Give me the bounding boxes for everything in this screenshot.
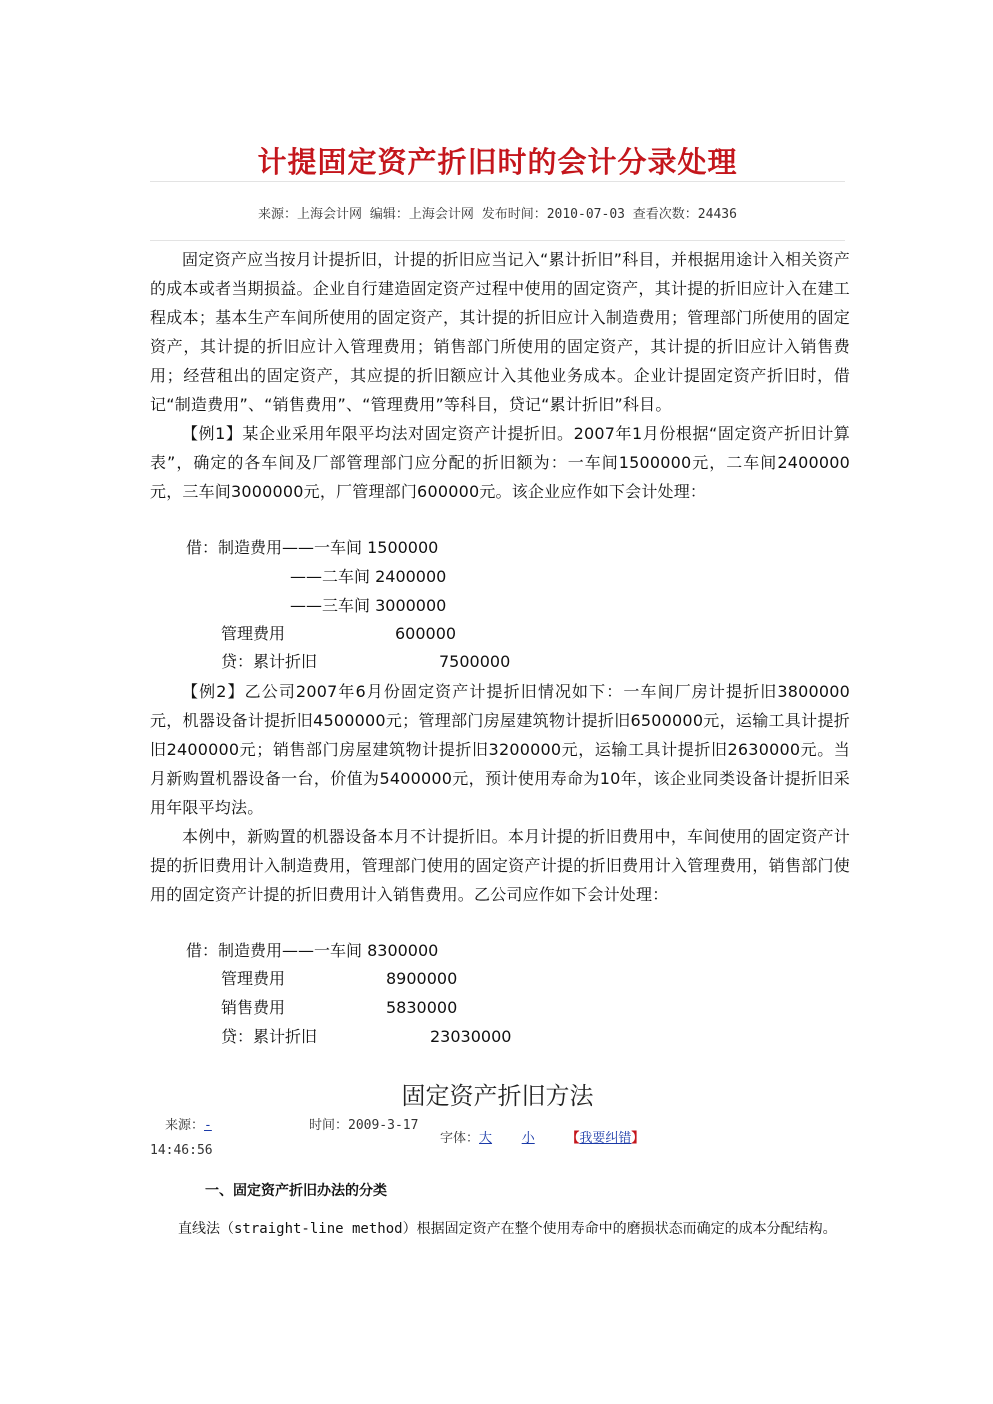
entry2-line4-account: 贷：累计折旧 bbox=[221, 1027, 318, 1046]
article2-title: 固定资产折旧方法 bbox=[401, 1082, 594, 1110]
entry1-line2: ——二车间 2400000 bbox=[290, 567, 447, 586]
entry1-line1: 借：制造费用——一车间 1500000 bbox=[186, 538, 439, 557]
entry1-line4-account: 管理费用 bbox=[221, 624, 286, 643]
meta-divider bbox=[150, 240, 845, 241]
section-text-end: ）根据固定资产在整个使用寿命中的磨损状态而确定的成本分配结构。 bbox=[402, 1221, 837, 1237]
entry1-line4-amount: 600000 bbox=[395, 624, 457, 643]
section-heading: 一、固定资产折旧办法的分类 bbox=[205, 1183, 387, 1199]
paragraph-example1: 【例1】某企业采用年限平均法对固定资产计提折旧。2007年1月份根据“固定资产折旧计算表”，确定的各车间及厂部管理部门应分配的折旧额为：一车间1500000元，二车间2400000元，三车间3000000元，厂管理部门600000元。该企业应作如下会计处理： bbox=[150, 424, 850, 501]
entry2-line3-account: 销售费用 bbox=[221, 998, 286, 1017]
article-meta: 来源：上海会计网 编辑：上海会计网 发布时间：2010-07-03 查看次数：24436 bbox=[258, 207, 737, 222]
font-label: 字体： bbox=[440, 1131, 480, 1146]
section-text-english: straight-line method bbox=[234, 1221, 403, 1237]
entry2-line4-amount: 23030000 bbox=[430, 1027, 512, 1046]
font-size-controls bbox=[440, 1127, 644, 1146]
font-small-link[interactable]: 小 bbox=[521, 1131, 535, 1146]
entry1-line3: ——三车间 3000000 bbox=[290, 596, 447, 615]
title-divider bbox=[150, 181, 845, 182]
article-body-part2 bbox=[150, 677, 850, 909]
font-large-link[interactable]: 大 bbox=[479, 1131, 493, 1146]
entry2-line1: 借：制造费用——一车间 8300000 bbox=[186, 941, 439, 960]
article-body-part1 bbox=[150, 245, 850, 506]
article2-time-rest: 14:46:56 bbox=[150, 1143, 213, 1158]
entry2-line2-amount: 8900000 bbox=[386, 969, 458, 988]
paragraph-example2: 【例2】乙公司2007年6月份固定资产计提折旧情况如下：一车间厂房计提折旧3800000元，机器设备计提折旧4500000元；管理部门房屋建筑物计提折旧6500000元，运输工具计提折旧2400000元；销售部门房屋建筑物计提折旧3200000元，运输工具计提折旧2630000元。当月新购置机器设备一台，价值为5400000元，预计使用寿命为10年，该企业同类设备计提折旧采用年限平均法。 bbox=[150, 682, 850, 817]
paragraph-explanation: 本例中，新购置的机器设备本月不计提折旧。本月计提的折旧费用中，车间使用的固定资产计提的折旧费用计入制造费用，管理部门使用的固定资产计提的折旧费用计入管理费用，销售部门使用的固定资产计提的折旧费用计入销售费用。乙公司应作如下会计处理： bbox=[150, 827, 850, 904]
entry1-line5-account: 贷：累计折旧 bbox=[221, 652, 318, 671]
section-paragraph bbox=[150, 1216, 850, 1242]
report-error bbox=[566, 1131, 644, 1146]
paragraph-intro: 固定资产应当按月计提折旧，计提的折旧应当记入“累计折旧”科目，并根据用途计入相关资产的成本或者当期损益。企业自行建造固定资产过程中使用的固定资产，其计提的折旧应计入在建工程成本；基本生产车间所使用的固定资产，其计提的折旧应计入制造费用；管理部门所使用的固定资产，其计提的折旧应计入管理费用；销售部门所使用的固定资产，其计提的折旧应计入销售费用；经营租出的固定资产，其应提的折旧额应计入其他业务成本。企业计提固定资产折旧时，借记“制造费用”、“销售费用”、“管理费用”等科目，贷记“累计折旧”科目。 bbox=[150, 250, 850, 414]
section-text-start: 直线法（ bbox=[178, 1221, 234, 1237]
entry2-line3-amount: 5830000 bbox=[386, 998, 458, 1017]
entry2-line2-account: 管理费用 bbox=[221, 969, 286, 988]
entry1-line5-amount: 7500000 bbox=[439, 652, 511, 671]
source-label: 来源： bbox=[165, 1118, 205, 1133]
report-close-bracket: 】 bbox=[631, 1131, 645, 1146]
article2-time: 时间：2009-3-17 bbox=[309, 1118, 419, 1133]
report-error-link[interactable]: 我要纠错 bbox=[579, 1131, 632, 1146]
article2-source bbox=[165, 1114, 212, 1133]
source-link[interactable]: - bbox=[204, 1118, 212, 1133]
article-title: 计提固定资产折旧时的会计分录处理 bbox=[257, 145, 738, 179]
report-open-bracket: 【 bbox=[566, 1131, 580, 1146]
